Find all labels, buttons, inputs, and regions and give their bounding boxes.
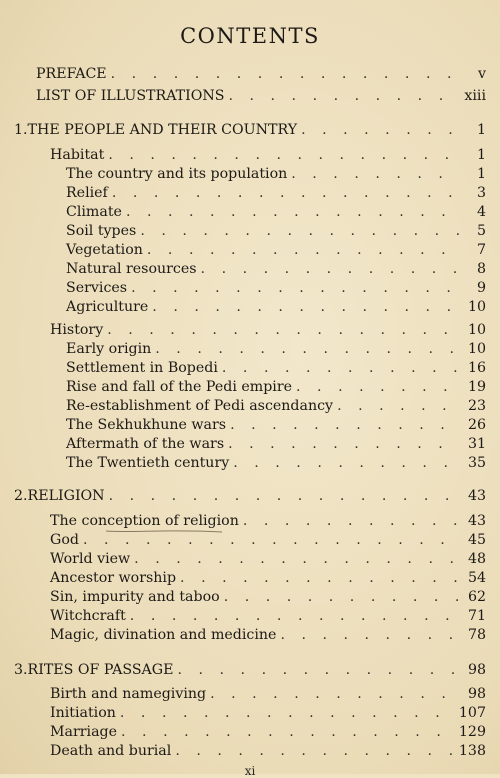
toc-entry-page: 78 (467, 627, 486, 643)
dot-leader (175, 743, 455, 760)
dot-leader (230, 417, 460, 434)
toc-entry-label: Sin, impurity and taboo (50, 589, 220, 605)
toc-entry-page: 138 (458, 743, 486, 759)
toc-entry-page: 10 (467, 322, 486, 338)
toc-entry-label: History (50, 322, 104, 338)
toc-entry-page: 8 (476, 261, 486, 277)
dot-leader (291, 166, 460, 183)
toc-entry-label: The country and its population (66, 166, 288, 182)
toc-subsection (66, 204, 486, 221)
toc-entry-label: Aftermath of the wars (66, 436, 225, 452)
toc-section-habitat (50, 147, 486, 164)
toc-entry-label: Rise and fall of the Pedi empire (66, 379, 293, 395)
toc-entry-label: Soil types (66, 223, 137, 239)
toc-entry-page: 31 (467, 436, 486, 452)
toc-subsection (66, 379, 486, 396)
dot-leader (280, 627, 460, 644)
toc-subsection (66, 223, 486, 240)
toc-section (50, 570, 486, 587)
dot-leader (134, 551, 460, 568)
toc-entry-label: Re-establishment of Pedi ascendancy (66, 398, 334, 414)
contents-title: CONTENTS (180, 24, 320, 48)
toc-entry-label: World view (50, 551, 131, 567)
toc-entry-page: 26 (467, 417, 486, 433)
dot-leader (109, 488, 460, 505)
toc-entry-label: The Sekhukhune wars (66, 417, 227, 433)
dot-leader (108, 147, 460, 164)
toc-entry-label: Birth and namegiving (50, 686, 207, 702)
toc-entry-page: 45 (467, 532, 486, 548)
toc-entry-label: Magic, divination and medicine (50, 627, 277, 643)
dot-leader (296, 379, 460, 396)
toc-chapter-1 (14, 122, 486, 139)
toc-entry-label: Initiation (50, 705, 116, 721)
dot-leader (130, 608, 460, 625)
toc-entry-label: Services (66, 280, 128, 296)
dot-leader (210, 686, 460, 703)
dot-leader (177, 662, 460, 679)
toc-subsection (66, 398, 486, 415)
toc-entry-page: 1 (476, 166, 486, 182)
dot-leader (229, 88, 461, 105)
toc-entry-page: 3 (476, 185, 486, 201)
dot-leader (228, 436, 460, 453)
toc-subsection (66, 436, 486, 453)
dot-leader (147, 242, 460, 259)
dot-leader (337, 398, 460, 415)
toc-entry-page: 10 (467, 341, 486, 357)
dot-leader (121, 724, 455, 741)
dot-leader (155, 341, 460, 358)
toc-section (50, 627, 486, 644)
toc-entry-label: RITES OF PASSAGE (27, 662, 174, 678)
toc-entry-page: 23 (467, 398, 486, 414)
dot-leader (112, 185, 460, 202)
toc-subsection (66, 341, 486, 358)
toc-entry-page: 98 (467, 686, 486, 702)
toc-entry-page: 43 (467, 513, 486, 529)
toc-subsection (66, 455, 486, 472)
toc-entry-page: 1 (476, 122, 486, 138)
toc-subsection (66, 166, 486, 183)
dot-leader (120, 705, 455, 722)
toc-entry-page: 54 (467, 570, 486, 586)
toc-section (50, 705, 486, 722)
toc-section (50, 686, 486, 703)
page-number-footer: xi (244, 764, 256, 778)
toc-entry-page: 98 (467, 662, 486, 678)
toc-entry-page: 5 (476, 223, 486, 239)
toc-chapter-2 (14, 488, 486, 505)
toc-entry-page: 43 (467, 488, 486, 504)
toc-entry-label: Natural resources (66, 261, 197, 277)
toc-entry-label: LIST OF ILLUSTRATIONS (36, 88, 225, 104)
toc-entry-page: 35 (467, 455, 486, 471)
toc-entry-label: Witchcraft (50, 608, 126, 624)
toc-entry-label: Settlement in Bopedi (66, 360, 218, 376)
toc-entry-page: 19 (467, 379, 486, 395)
dot-leader (111, 66, 460, 83)
toc-chapter-3 (14, 662, 486, 679)
toc-entry-page: 1 (476, 147, 486, 163)
chapter-number: 1. (14, 122, 28, 138)
toc-entry-page: 48 (467, 551, 486, 567)
dot-leader (131, 280, 460, 297)
toc-entry-label: Early origin (66, 341, 152, 357)
toc-entry-label: Ancestor worship (50, 570, 177, 586)
toc-entry-page: 129 (458, 724, 486, 740)
toc-entry-preface (36, 66, 486, 83)
dot-leader (201, 261, 460, 278)
toc-entry-label: Relief (66, 185, 108, 201)
toc-subsection (66, 360, 486, 377)
toc-section-history (50, 322, 486, 339)
chapter-number: 3. (14, 662, 28, 678)
toc-subsection (66, 185, 486, 202)
toc-entry-page: 4 (476, 204, 486, 220)
toc-entry-label: Climate (66, 204, 122, 220)
toc-entry-label: God (50, 532, 79, 548)
toc-section (50, 589, 486, 606)
chapter-number: 2. (14, 488, 28, 504)
toc-entry-page: 107 (458, 705, 486, 721)
toc-entry-page: 10 (467, 299, 486, 315)
toc-entry-page: 9 (476, 280, 486, 296)
toc-entry-label: PREFACE (36, 66, 107, 82)
toc-entry-page: 71 (467, 608, 486, 624)
toc-entry-page: 16 (467, 360, 486, 376)
toc-subsection (66, 280, 486, 297)
toc-entry-label: THE PEOPLE AND THEIR COUNTRY (27, 122, 298, 138)
toc-entry-label: Vegetation (66, 242, 143, 258)
toc-entry-label: Agriculture (66, 299, 149, 315)
dot-leader (140, 223, 460, 240)
toc-entry-label: Marriage (50, 724, 118, 740)
toc-section (50, 551, 486, 568)
dot-leader (224, 589, 460, 606)
toc-entry-list-of-illustrations (36, 88, 486, 105)
toc-entry-label: Habitat (50, 147, 105, 163)
toc-section (50, 743, 486, 760)
toc-section (50, 724, 486, 741)
pencil-underline-mark (104, 527, 224, 535)
toc-entry-label: RELIGION (27, 488, 105, 504)
dot-leader (301, 122, 460, 139)
toc-entry-page: v (477, 66, 486, 82)
dot-leader (152, 299, 460, 316)
toc-entry-page: xiii (464, 88, 486, 104)
toc-subsection (66, 242, 486, 259)
dot-leader (180, 570, 460, 587)
toc-entry-label: Death and burial (50, 743, 172, 759)
toc-entry-page: 62 (467, 589, 486, 605)
dot-leader (222, 360, 460, 377)
toc-entry-label: The conception of religion (50, 513, 239, 529)
dot-leader (107, 322, 460, 339)
toc-subsection (66, 417, 486, 434)
toc-subsection (66, 261, 486, 278)
dot-leader (243, 513, 460, 530)
dot-leader (233, 455, 460, 472)
toc-section (50, 608, 486, 625)
toc-subsection (66, 299, 486, 316)
dot-leader (126, 204, 460, 221)
toc-entry-label: The Twentieth century (66, 455, 230, 471)
toc-entry-page: 7 (476, 242, 486, 258)
